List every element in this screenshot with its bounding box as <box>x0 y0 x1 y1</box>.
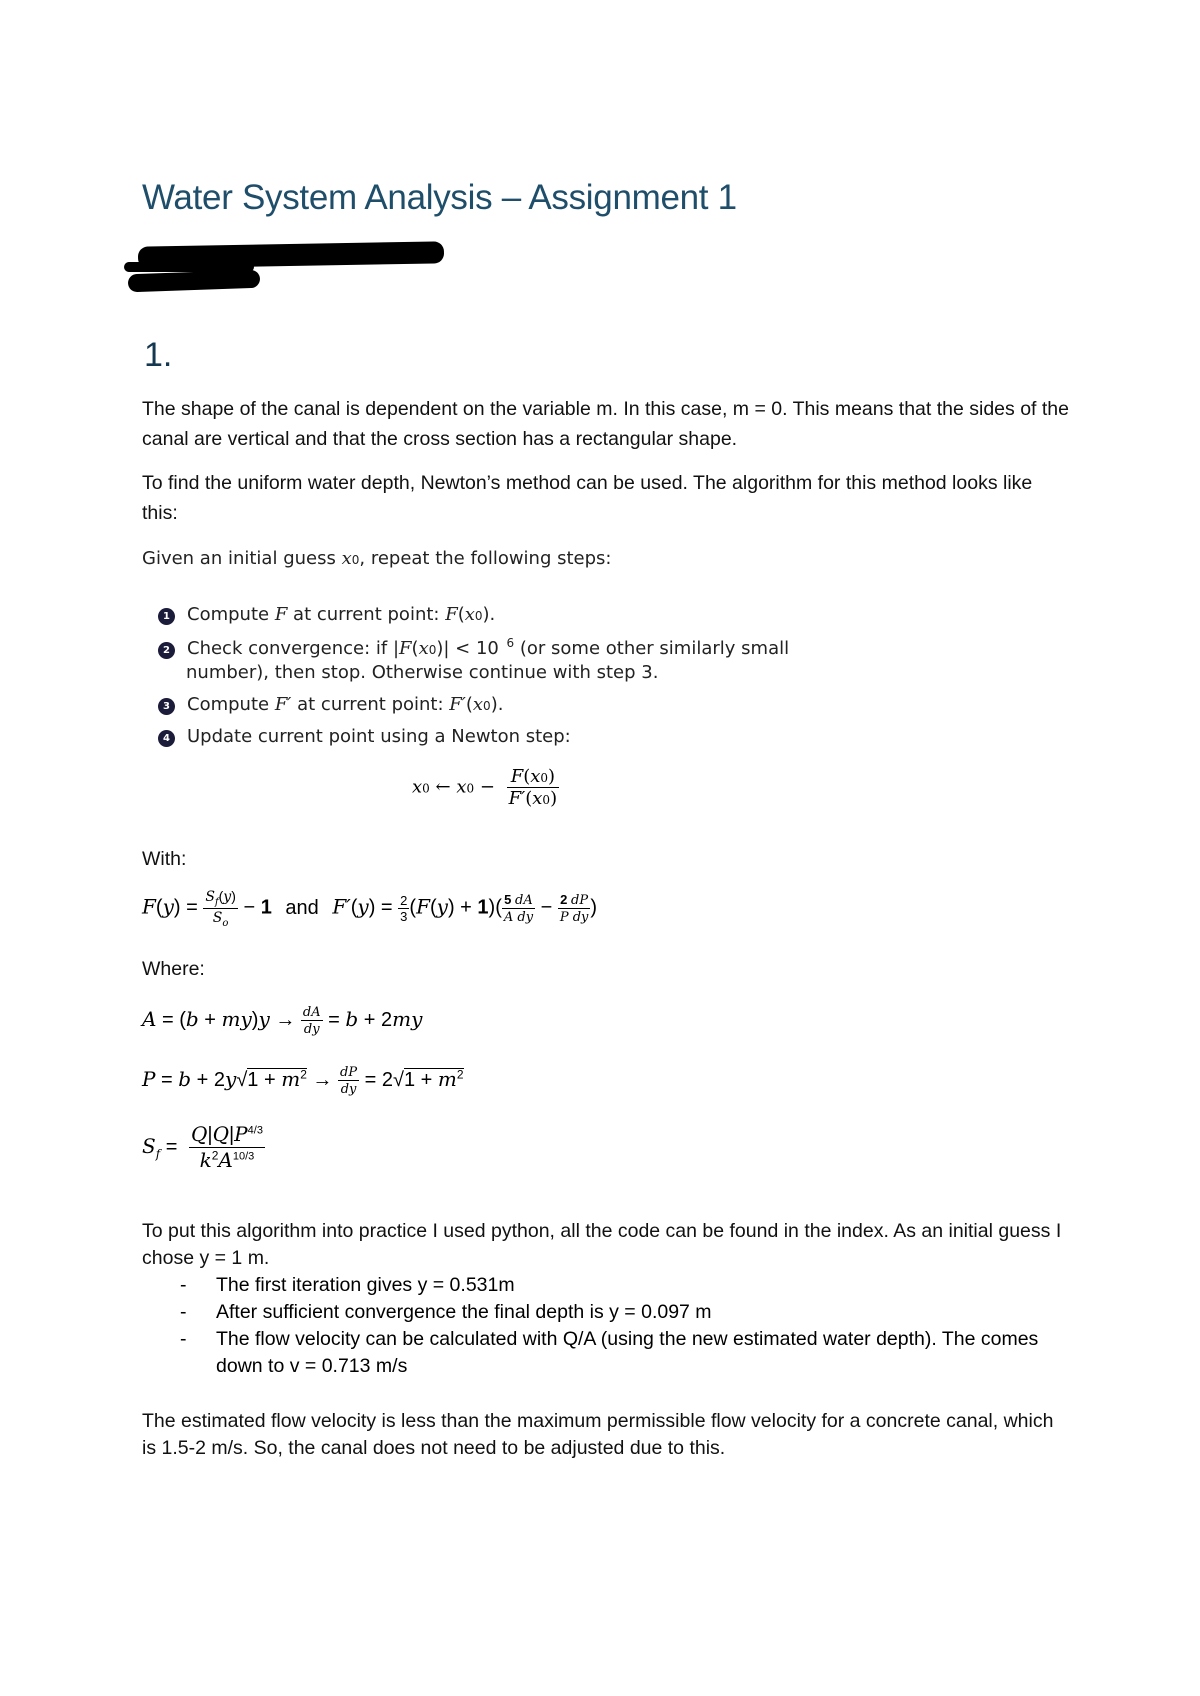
function-equation: F(y) = $\frac{S_f(y)}{S_o}$ − 1 and F′(y) = $\frac{2}{3}$ (F(y) + 1)( $\frac{5 dA}{\text{A dy}}$ − $\frac{2 dP}{\text{P dy}}$ ) <box>142 888 598 929</box>
algorithm-step-2: 2 Check convergence: if |F(x0)| < 10 $^6$ (or some other similarly small <box>158 636 789 659</box>
redacted-block <box>128 270 261 293</box>
paragraph-canal-shape: The shape of the canal is dependent on the variable m. In this case, m = 0. This means that the sides of the canal are vertical and that the cross section has a rectangular shape. <box>142 398 1069 450</box>
step-number-badge: 3 <box>158 698 175 715</box>
where-label: Where: <box>142 958 205 980</box>
perimeter-equation: $P = b + 2y√1 + m^2$ → $\frac{dP}{dy}$ = $2√1 + m^2$ <box>142 1065 464 1097</box>
with-label: With: <box>142 848 187 870</box>
algorithm-step-2-cont: number), then stop. Otherwise continue with step 3. <box>186 662 659 683</box>
algorithm-intro: Given an initial guess x0, repeat the following steps: <box>142 548 612 569</box>
step-number-badge: 1 <box>158 608 175 625</box>
algorithm-step-1: 1 Compute F at current point: F(x0). <box>158 604 495 625</box>
area-equation: A = (b + my)y → $\frac{dA}{dy}$ = b + 2my <box>142 1005 423 1037</box>
algorithm-step-4: 4 Update current point using a Newton step: <box>158 726 571 747</box>
newton-update-formula: x0 ← x0 − $\frac{F(x0)}{F'(x0)}$ <box>412 766 558 809</box>
step-number-badge: 2 <box>158 642 175 659</box>
list-item: - The first iteration gives y = 0.531m <box>142 1272 1082 1299</box>
step-number-badge: 4 <box>158 730 175 747</box>
list-item: - The flow velocity can be calculated with Q/A (using the new estimated water depth). The comes down to v = 0.713 m/s <box>142 1326 1082 1380</box>
page-title: Water System Analysis – Assignment 1 <box>142 178 737 217</box>
section-heading: 1. <box>144 336 173 374</box>
algorithm-step-3: 3 Compute F′ at current point: F′(x0). <box>158 694 503 715</box>
results-list <box>142 1272 1082 1380</box>
paragraph-python: To put this algorithm into practice I used python, all the code can be found in the index. As an initial guess I chose y = 1 m. <box>142 1220 1062 1269</box>
paragraph-conclusion: The estimated flow velocity is less than the maximum permissible flow velocity for a concrete canal, which is 1.5-2 m/s. So, the canal does not need to be adjusted due to this. <box>142 1410 1054 1459</box>
paragraph-newton-method: To find the uniform water depth, Newton’s method can be used. The algorithm for this method looks like this: <box>142 472 1033 524</box>
list-item: - After sufficient convergence the final depth is y = 0.097 m <box>142 1299 1082 1326</box>
friction-slope-equation: $S_f$ = $\frac{Q|Q|P^{4/3}}{k^2A^{10/3}}$ <box>142 1122 263 1172</box>
